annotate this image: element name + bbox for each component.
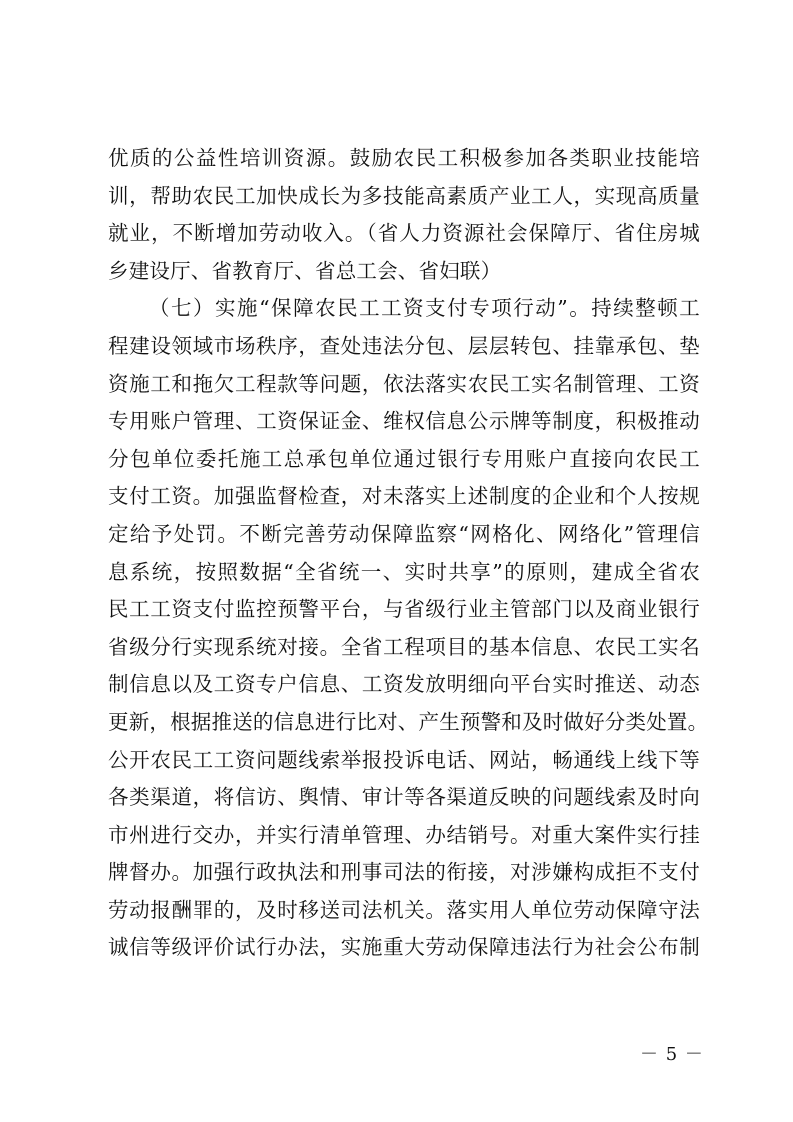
page-number: － 5 － xyxy=(640,1044,704,1065)
text-line: 训，帮助农民工加快成长为多技能高素质产业工人，实现高质量 xyxy=(108,183,700,208)
text-line: 更新，根据推送的信息进行比对、产生预警和及时做好分类处置。 xyxy=(108,709,709,734)
text-line: 省级分行实现系统对接。全省工程项目的基本信息、农民工实名 xyxy=(108,634,700,659)
section-heading-line: （七）实施“保障农民工工资支付专项行动”。持续整顿工 xyxy=(149,296,700,321)
text-line: 牌督办。加强行政执法和刑事司法的衔接，对涉嫌构成拒不支付 xyxy=(108,860,700,885)
text-line: 资施工和拖欠工程款等问题，依法落实农民工实名制管理、工资 xyxy=(108,371,700,396)
text-line: 民工工资支付监控预警平台，与省级行业主管部门以及商业银行 xyxy=(108,597,700,622)
text-line: 制信息以及工资专户信息、工资发放明细向平台实时推送、动态 xyxy=(108,672,700,697)
text-line: 诚信等级评价试行办法，实施重大劳动保障违法行为社会公布制 xyxy=(108,935,700,960)
text-line: 支付工资。加强监督检查，对未落实上述制度的企业和个人按规 xyxy=(108,484,700,509)
text-line: 程建设领域市场秩序，查处违法分包、层层转包、挂靠承包、垫 xyxy=(108,333,700,358)
text-line: 劳动报酬罪的，及时移送司法机关。落实用人单位劳动保障守法 xyxy=(108,897,700,922)
text-line: 就业，不断增加劳动收入。（省人力资源社会保障厅、省住房城 xyxy=(108,221,700,246)
text-line: 乡建设厅、省教育厅、省总工会、省妇联） xyxy=(108,258,502,283)
text-line: 各类渠道，将信访、舆情、审计等各渠道反映的问题线索及时向 xyxy=(108,785,700,810)
text-line: 公开农民工工资问题线索举报投诉电话、网站，畅通线上线下等 xyxy=(108,747,700,772)
body-text xyxy=(108,140,709,967)
text-line: 息系统，按照数据“全省统一、实时共享”的原则，建成全省农 xyxy=(108,559,700,584)
text-line: 定给予处罚。不断完善劳动保障监察“网格化、网络化”管理信 xyxy=(108,521,700,546)
text-line: 专用账户管理、工资保证金、维权信息公示牌等制度，积极推动 xyxy=(108,409,700,434)
text-line: 优质的公益性培训资源。鼓励农民工积极参加各类职业技能培 xyxy=(108,146,700,170)
text-line: 市州进行交办，并实行清单管理、办结销号。对重大案件实行挂 xyxy=(108,822,700,847)
text-line: 分包单位委托施工总承包单位通过银行专用账户直接向农民工 xyxy=(108,446,700,471)
